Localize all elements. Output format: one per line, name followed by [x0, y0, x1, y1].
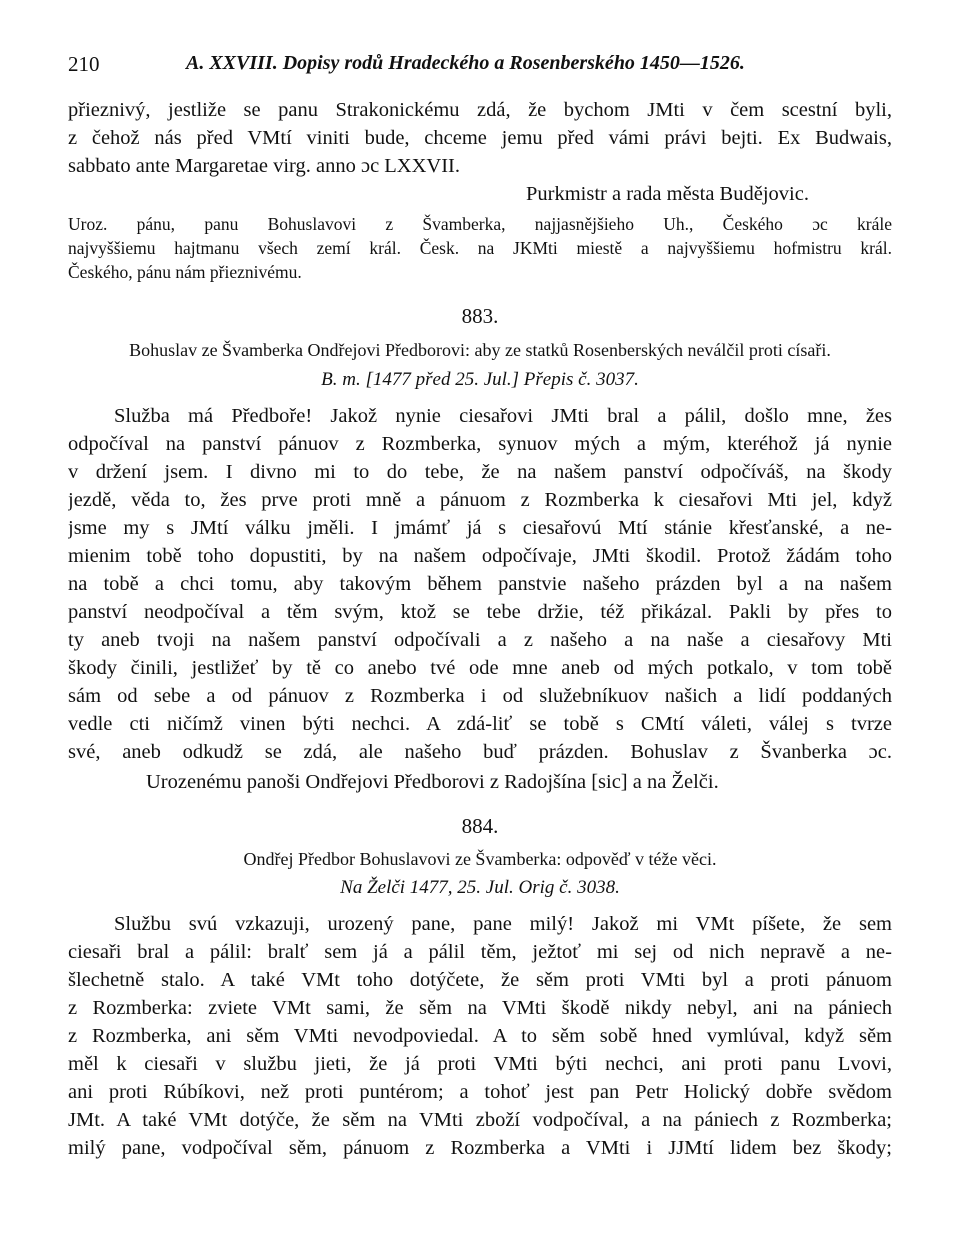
text-line: vedle cti ničímž vinen býti nechci. A zdá-liť se tobě s CMtí váleti, válej s tvrze [68, 713, 892, 735]
document-number: 884. [461, 814, 499, 838]
text-line: Službu svú vzkazuji, urozený pane, pane milý! Jakož mi VMt píšete, že sem [114, 913, 892, 935]
text-line: milý pane, vodpočíval sěm, pánuom z Rozmberka a VMti i JJMtí lidem bez škody; [68, 1137, 892, 1159]
text-line: z Rozmberka: zviete VMt sami, že sěm na VMti škodě nikdy nebyl, ani na pániech [68, 997, 892, 1019]
text-line: sám od sebe a od pánuov z Rozmberka i od služebníkuov našich a lidí poddaných [68, 685, 892, 707]
document-heading: Bohuslav ze Švamberka Ondřejovi Předborovi: aby ze statků Rosenberských neválčil proti císaři. [129, 340, 831, 360]
address-line: Českého, pánu nám přieznivému. [68, 262, 302, 282]
text-line: z Rozmberka, ani sěm VMti nevodpoviedal. A to sěm sobě hned vymlúval, když sěm [68, 1025, 892, 1047]
text-line: přieznivý, jestliže se panu Strakonickému zdá, že bychom JMti v čem scestní byli, [68, 99, 892, 121]
running-head [68, 52, 892, 80]
text-line: na tobě a chci tomu, aby takovým během panstvie našeho prázden byl a na našem [68, 573, 892, 595]
address-line: Uroz. pánu, panu Bohuslavovi z Švamberka, najjasnějšieho Uh., Českého ɔc krále [68, 214, 892, 234]
document-heading: Ondřej Předbor Bohuslavovi ze Švamberka: odpověď v téže věci. [243, 849, 717, 869]
page-number: 210 [68, 52, 100, 76]
text-line: v držení jsem. I divno mi to do tebe, že na našem panství odpočíváš, na škody [68, 461, 892, 483]
text-line: panství neodpočíval a těm svým, ktož se tebe držie, též přikázal. Pakli by přes to [68, 601, 892, 623]
text-line: měl k ciesaři v službu jieti, že já proti VMti býti nechci, ani proti panu Lvovi, [68, 1053, 892, 1075]
text-line: škody činili, jestližeť by tě co anebo tvé ode mne aneb od mých potkalo, v tom tobě [68, 657, 892, 679]
text-line: JMt. A také VMt dotýče, že sěm na VMti zboží vodpočíval, a na pániech z Rozmberka; [68, 1109, 892, 1131]
text-line: jsme my s JMtí válku jměli. I jmámť já s ciesařovú Mtí stánie křesťanské, a ne- [68, 517, 892, 539]
text-line: ty aneb tvoji na našem panství odpočívali a z našeho a na naše a ciesařovy Mti [68, 629, 892, 651]
address-line: najvyššiemu hajtmanu všech zemí král. Česk. na JKMti miestě a najvyššiemu hofmistru král. [68, 238, 892, 258]
text-line: ani proti Rúbíkovi, než proti puntérom; a tohoť jest pan Petr Holický dobře svědom [68, 1081, 892, 1103]
signature-line: Purkmistr a rada města Budějovic. [526, 183, 809, 205]
address-line: Urozenému panoši Ondřejovi Předborovi z Radojšína [sic] a na Želči. [146, 771, 719, 793]
document-meta: Na Želči 1477, 25. Jul. Orig č. 3038. [340, 877, 620, 898]
text-line: z čehož nás před VMtí viniti bude, chceme jemu před vámi právi bejti. Ex Budwais, [68, 127, 892, 149]
document-number: 883. [461, 304, 499, 328]
text-line: odpočíval na panství pánuov z Rozmberka, synuov mých a mým, kteréhož já nynie [68, 433, 892, 455]
text-line: Služba má Předboře! Jakož nynie ciesařovi JMti bral a pálil, došlo mne, žes [114, 405, 892, 427]
text-line: šlechetně stalo. A také VMt toho dotýčete, že sěm proti VMti byl a proti pánuom [68, 969, 892, 991]
running-title: A. XXVIII. Dopisy rodů Hradeckého a Rosenberského 1450—1526. [186, 52, 745, 74]
text-line: své, aneb odkudž se zdá, ale našeho buď prázden. Bohuslav z Švanberka ɔc. [68, 741, 892, 763]
document-meta: B. m. [1477 před 25. Jul.] Přepis č. 3037. [321, 369, 639, 390]
text-line: jezdě, věda to, žes prve proti mně a pánuom z Rozmberka k ciesařovi Mti jel, když [68, 489, 892, 511]
text-line: ciesaři bral a pálil: bralť sem já a pálil těm, ježtoť mi sej od nich nepravě a ne- [68, 941, 892, 963]
text-line: mienim tobě toho dopustiti, by na našem odpočívaje, JMti škodil. Protož žádám toho [68, 545, 892, 567]
text-line: sabbato ante Margaretae virg. anno ɔc LXXVII. [68, 155, 461, 177]
